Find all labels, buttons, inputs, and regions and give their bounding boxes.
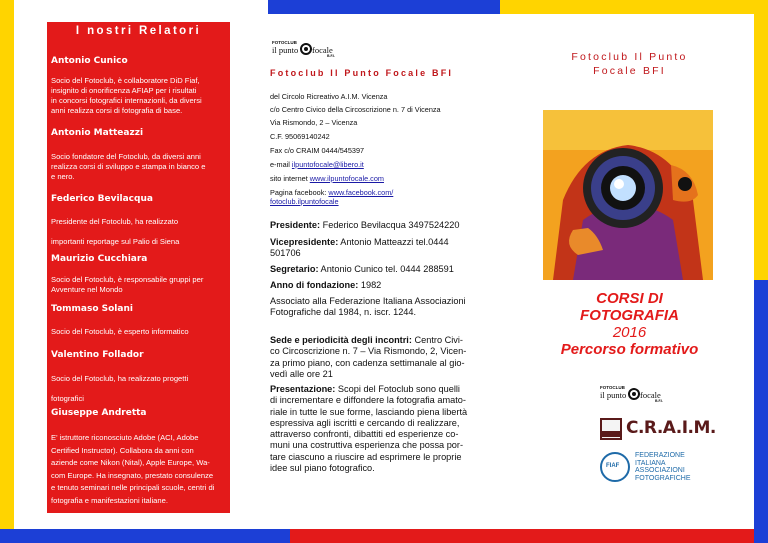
speaker-name: Maurizio Cucchiara [51, 254, 148, 264]
email-link[interactable]: ilpuntofocale@libero.it [291, 160, 364, 169]
address-line: del Circolo Ricreativo A.I.M. Vicenza [270, 92, 388, 101]
fax-line: Fax c/o CRAIM 0444/545397 [270, 146, 365, 155]
club-logo-right: FOTOCLUB il punto focale B.F.I. [600, 385, 664, 403]
right-club-title: Fotoclub Il Punto Focale BFI [571, 51, 688, 77]
address-line: c/o Centro Civico della Circoscrizione n. 7 di Vicenza [270, 105, 441, 114]
speaker-name: Antonio Matteazzi [51, 128, 144, 138]
eye-icon [300, 43, 312, 55]
club-logo: FOTOCLUB il punto focale B.F.I. [272, 40, 336, 58]
address-line: Via Rismondo, 2 – Vicenza [270, 118, 358, 127]
club-title: Fotoclub Il Punto Focale BFI [270, 68, 454, 78]
speaker-desc: Socio del Fotoclub, è esperto informatico [51, 327, 189, 336]
segretario: Segretario: Antonio Cunico tel. 0444 288591 [270, 264, 454, 274]
facebook-link-cont[interactable]: fotoclub.ilpuntofocale [270, 197, 339, 206]
relatori-heading: I nostri Relatori [75, 25, 202, 37]
eye-icon [628, 388, 640, 400]
speaker-name: Tommaso Solani [51, 304, 133, 314]
speaker-desc: Socio fondatore del Fotoclub, da diversi anni realizza corsi di sviluppo e stampa in bianco e e nero. [51, 152, 206, 181]
speaker-name: Antonio Cunico [51, 56, 128, 66]
speaker-name: Valentino Follador [51, 350, 144, 360]
left-yellow-bar [0, 0, 14, 529]
presidente: Presidente: Federico Bevilacqua 3497524220 [270, 220, 460, 230]
course-title: CORSI DI FOTOGRAFIA 2016 Percorso formativo [560, 290, 699, 358]
facebook-line: Pagina facebook: www.facebook.com/ fotoclub.ilpuntofocale [270, 188, 394, 206]
site-link[interactable]: www.ilpuntofocale.com [309, 174, 384, 183]
bottom-red-bar [290, 529, 754, 543]
speaker-desc: Socio del Fotoclub, ha realizzato progetti fotografici [51, 374, 189, 403]
fiaf-logo: FIAF FEDERAZIONE ITALIANA ASSOCIAZIONI FOTOGRAFICHE [600, 452, 720, 484]
presentazione: Presentazione: Scopi del Fotoclub sono quelli di incrementare e diffondere la fotografia amato- riale in tutte le sue forme, lasciando piena libertà espressiva agli iscritti e cercando di realizzare, attraverso confronti, dibattiti ed esperienze co- muni una costruttiva esperienza che possa por- tare ciascuno a riuscire ad esprimere le proprie idee sul piano fotografico. [270, 384, 468, 474]
associazione: Associato alla Federazione Italiana Associazioni Fotografiche dal 1984, n. iscr. 1244. [270, 296, 466, 318]
bottom-blue-bar [0, 529, 290, 543]
vicepresidente: Vicepresidente: Antonio Matteazzi tel.0444 501706 [270, 237, 449, 259]
right-blue-bar [754, 280, 768, 543]
speaker-name: Federico Bevilacqua [51, 194, 153, 204]
top-blue-bar [268, 0, 500, 14]
craim-logo: C.R.A.I.M. [600, 418, 700, 442]
anno-fondazione: Anno di fondazione: 1982 [270, 280, 382, 290]
site-line: sito internet www.ilpuntofocale.com [270, 174, 384, 183]
cf-line: C.F. 95069140242 [270, 132, 330, 141]
speaker-desc: Presidente del Fotoclub, ha realizzato importanti reportage sul Palio di Siena [51, 217, 180, 246]
speaker-desc: E' istruttore riconosciuto Adobe (ACI, Adobe Certified Instructor). Collabora da anni con aziende come Nikon (Nital), Apple Europe, Wa- com Europe. Ha insegnato, prestato consulenze e tenuto seminari nelle principali scuole, centri di fotografia e manifestazioni italiane. [51, 433, 215, 505]
sede: Sede e periodicità degli incontri: Centro Civi- co Circoscrizione n. 7 – Via Rismondo, 2, Vicen- za primo piano, con cadenza settimanale al gio- vedì alle ore 21 [270, 335, 467, 379]
relatori-panel [47, 22, 230, 513]
speaker-desc: Socio del Fotoclub, è collaboratore DiD Fiaf, insignito di onorificenza AFIAP per i risultati in concorsi fotografici internazionli, da diversi anni realizza corsi di fotografia di base. [51, 76, 202, 115]
top-yellow-bar [500, 0, 768, 14]
cover-photo [543, 110, 713, 280]
speaker-desc: Socio del Fotoclub, è responsabile gruppi per Avventure nel Mondo [51, 275, 204, 294]
speaker-name: Giuseppe Andretta [51, 408, 147, 418]
email-line: e-mail ilpuntofocale@libero.it [270, 160, 364, 169]
right-yellow-bar [754, 14, 768, 280]
facebook-link[interactable]: www.facebook.com/ [328, 188, 394, 197]
